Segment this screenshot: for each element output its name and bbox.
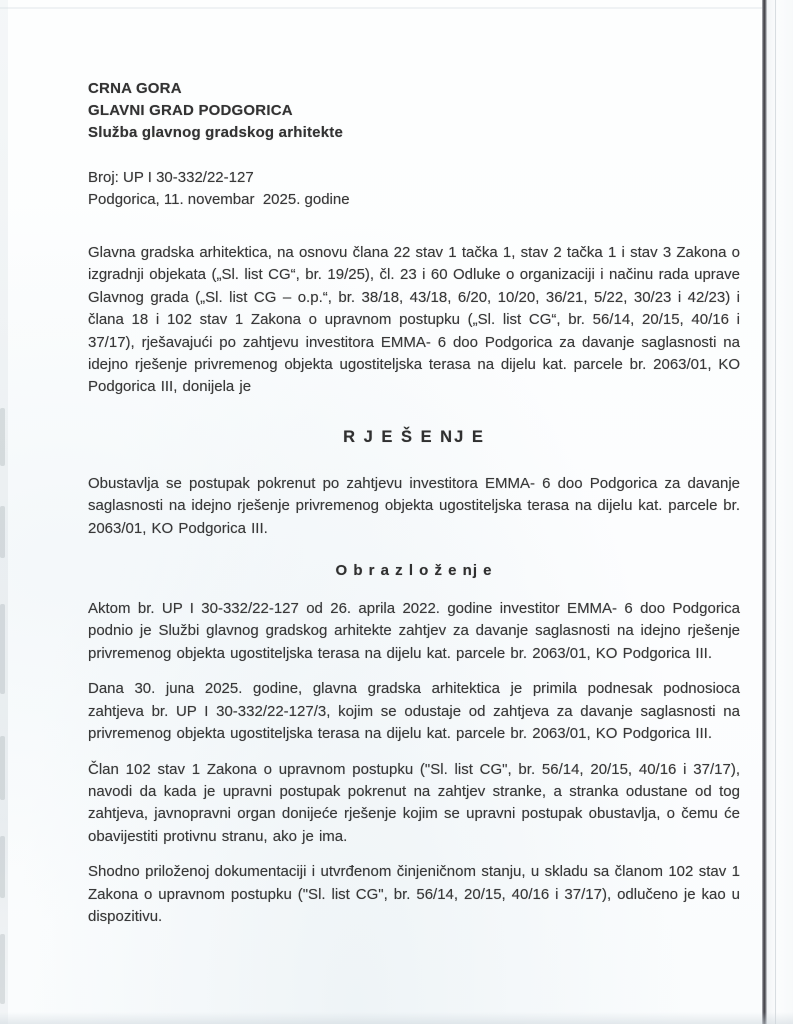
rationale-paragraph: Dana 30. juna 2025. godine, glavna gradska arhitektica je primila podnesak podnosioca zahtjeva br. UP I 30-332/22-127/3, kojim se odustaje od zahtjeva za davanje saglasnosti na privremenog objekta ugostiteljska terasa na dijelu kat. parcele br. 2063/01, KO Podgorica III.	[88, 680, 740, 743]
scan-left-smudge	[0, 934, 5, 1004]
rationale-paragraph: Aktom br. UP I 30-332/22-127 od 26. aprila 2022. godine investitor EMMA- 6 doo Podgorica podnio je Službi glavnog gradskog arhitekte zahtjev za davanje saglasnosti na idejno rješenje privremenog objekta ugostiteljska terasa na dijelu kat. parcele br. 2063/01, KO Podgorica III.	[88, 600, 740, 662]
letterhead-office: Služba glavnog gradskog arhitekte	[88, 124, 343, 141]
scan-left-smudge	[0, 604, 5, 694]
scan-bottom-edge-shadow	[0, 1012, 793, 1024]
letterhead	[88, 78, 740, 144]
letterhead-city: GLAVNI GRAD PODGORICA	[88, 102, 293, 119]
scan-right-secondary-line	[775, 0, 776, 1024]
scan-right-margin	[767, 0, 793, 1024]
scan-left-smudge	[0, 836, 5, 898]
rationale-paragraph: Shodno priloženoj dokumentaciji i utvrđenom činjeničnom stanju, u skladu sa članom 102 stav 1 Zakona o upravnom postupku ("Sl. list CG", br. 56/14, 20/15, 40/16 i 37/17), odlučeno je kao u dispozitivu.	[88, 863, 740, 925]
case-meta	[88, 167, 740, 211]
scan-left-smudge	[0, 736, 5, 800]
decision-paragraph: Obustavlja se postupak pokrenut po zahtjevu investitora EMMA- 6 doo Podgorica za davanje saglasnosti na idejno rješenje privremenog objekta ugostiteljska terasa na dijelu kat. parcele br. 2063/01, KO Podgorica III.	[88, 474, 740, 537]
rationale-paragraph: Član 102 stav 1 Zakona o upravnom postupku ("Sl. list CG", br. 56/14, 20/15, 40/16 i 37/17), navodi da kada je upravni postupak pokrenut na zahtjev stranke, a stranka odustane od tog zahtjeva, javnopravni organ donijeće rješenje kojim se upravni postupak obustavlja, o čemu će obavijestiti protivnu stranu, ako je ima.	[88, 760, 740, 845]
intro-paragraph: Glavna gradska arhitektica, na osnovu člana 22 stav 1 tačka 1, stav 2 tačka 1 i stav 3 Zakona o izgradnji objekata („Sl. list CG“, br. 19/25), čl. 23 i 60 Odluke o organizaciji i načinu rada uprave Glavnog grada („Sl. list CG – o.p.“, br. 38/18, 43/18, 6/20, 10/20, 36/21, 5/22, 30/23 i 42/23) i člana 18 i 102 stav 1 Zakona o upravnom postupku („Sl. list CG“, br. 56/14, 20/15, 40/16 i 37/17), rješavajući po zahtjevu investitora EMMA- 6 doo Podgorica za davanje saglasnosti na idejno rješenje privremenog objekta ugostiteljska terasa na dijelu kat. parcele br. 2063/01, KO Podgorica III, donijela je	[88, 244, 740, 396]
scan-left-smudge	[0, 506, 5, 558]
document-body	[88, 78, 740, 928]
place-and-date: Podgorica, 11. novembar 2025. godine	[88, 191, 350, 208]
scan-left-smudge	[0, 408, 5, 466]
scan-top-edge-shadow	[0, 7, 763, 9]
letterhead-country: CRNA GORA	[88, 80, 182, 97]
case-number: Broj: UP I 30-332/22-127	[88, 169, 254, 186]
rationale-heading: O b r a z l o ž e nj e	[335, 562, 493, 580]
scan-page-right-edge-line	[762, 0, 767, 1024]
decision-heading: R J E Š E NJ E	[343, 427, 485, 446]
